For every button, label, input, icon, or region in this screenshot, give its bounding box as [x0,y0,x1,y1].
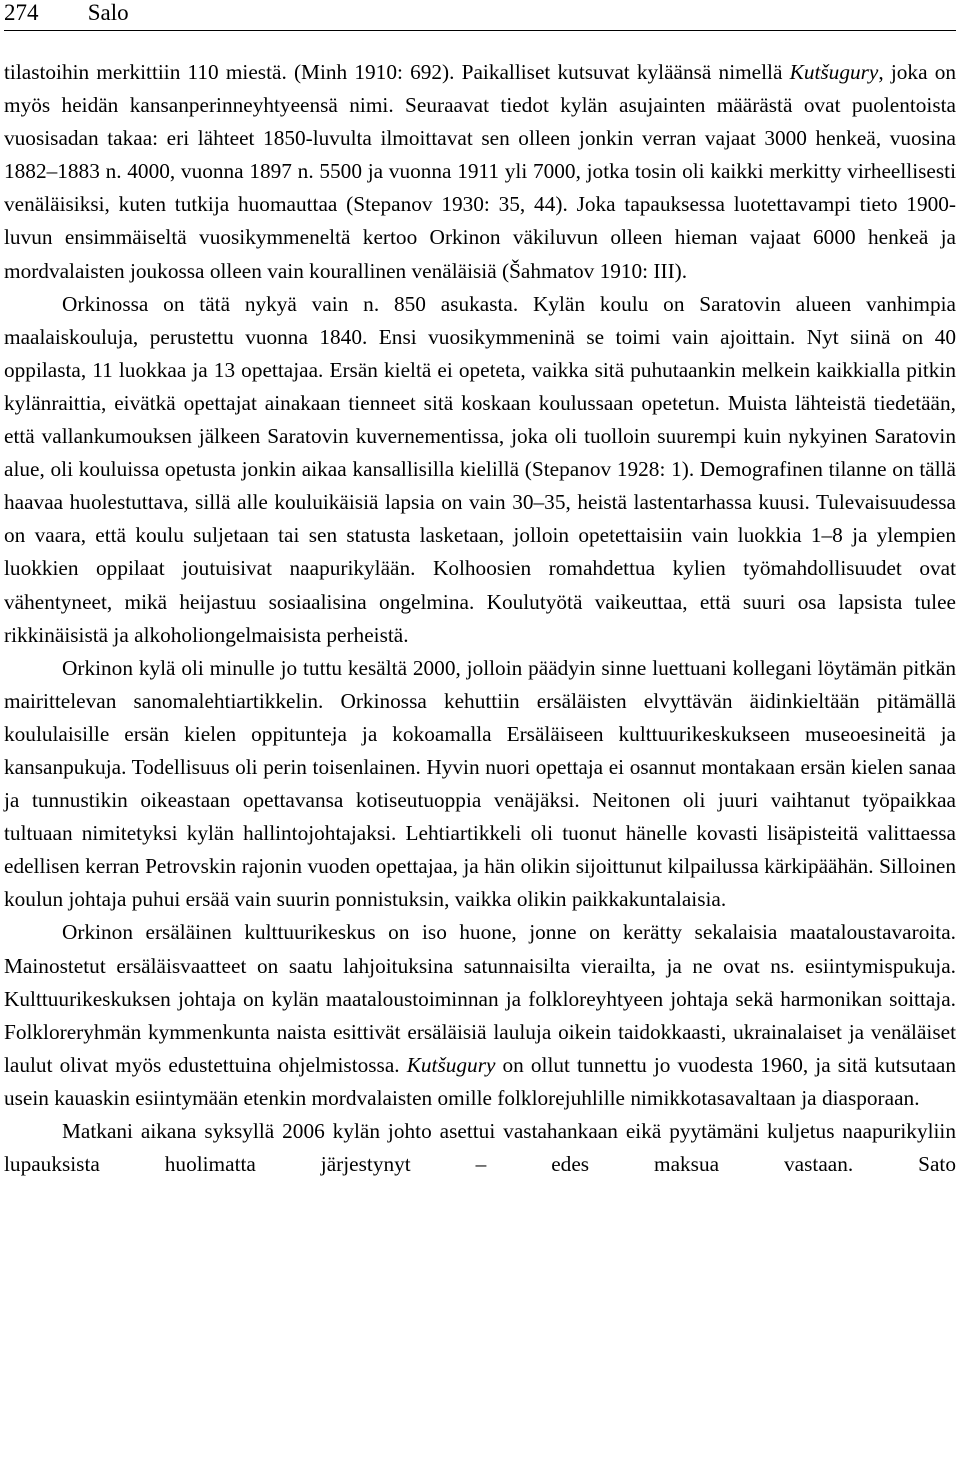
text-run: Orkinossa on tätä nykyä vain n. 850 asukasta. Kylän koulu on Saratovin alueen vanhimpia maalaiskouluja, perustettu vuonna 1840. Ensi vuosikymmeninä se toimi vain ajoittain. Nyt siinä on 40 oppilasta, 11 luokkaa ja 13 opettajaa. Ersän kieltä ei opeteta, vaikka sitä puhutaankin melkein kaikkialla pitkin kylänraittia, eivätkä opettajat ainakaan tienneet sitä koskaan koulussaan opetetun. Muista lähteistä tiedetään, että vallankumouksen jälkeen Saratovin kuvernementissa, joka oli tuolloin suurempi kuin nykyinen Saratovin alue, oli kouluissa opetusta jonkin aikaa kansallisilla kielillä (Stepanov 1928: 1). Demografinen tilanne on tällä haavaa huolestuttava, sillä alle kouluikäisiä lapsia on vain 30–35, heistä lastentarhassa kuusi. Tulevaisuudessa on vaara, että koulu suljetaan tai sen statusta lasketaan, jolloin opetettaisiin vain luokkia 1–8 ja ylempien luokkien oppilaat joutuisivat naapurikylään. Kolhoosien romahdettua kylien työmahdollisuudet ovat vähentyneet, mikä heijastuu sosiaalisina ongelmina. Koulutyötä vaikeuttaa, että suuri osa lapsista tulee rikkinäisistä ja alkoholiongelmaisista perheistä. [4,291,956,647]
paragraph-1 [4,56,956,288]
paragraph-2 [4,288,956,652]
paragraph-4 [4,916,956,1115]
text-run: , joka on myös heidän kansanperinneyhtyeensä nimi. Seuraavat tiedot kylän asujainten määrästä ovat puolentoista vuosisadan takaa: eri lähteet 1850-luvulta ilmoittavat sen olleen jonkin verran vajaat 3000 henkeä, vuosina 1882–1883 n. 4000, vuonna 1897 n. 5500 ja vuonna 1911 yli 7000, jotka tosin oli kaikki merkitty virheellisesti venäläisiksi, kuten tutkija huomauttaa (Stepanov 1930: 35, 44). Joka tapauksessa luotettavampi tieto 1900-luvun ensimmäiseltä vuosikymmeneltä kertoo Orkinon väkiluvun olleen hieman vajaat 6000 henkeä ja mordvalaisten joukossa olleen vain kourallinen venäläisiä (Šahmatov 1910: III). [4,60,957,283]
running-head [4,0,956,31]
body-text [4,56,956,1181]
text-run: tilastoihin merkittiin 110 miestä. (Minh 1910: 692). Paikalliset kutsuvat kyläänsä nimellä [4,60,790,84]
text-run: Orkinon ersäläinen kulttuurikeskus on iso huone, jonne on kerätty sekalaisia maataloustavaroita. Mainostetut ersäläisvaatteet on saatu lahjoituksina satunnaisilta vierailta, ja ne ovat ns. esiintymispukuja. Kulttuurikeskuksen johtaja on kylän maataloustoiminnan ja folkloreyhtyeen johtaja sekä harmonikan soittaja. Folkloreryhmän kymmenkunta naista esittivät ersäläisiä lauluja oikein taidokkaasti, ukrainalaiset ja venäläiset laulut olivat myös edustettuina ohjelmistossa. [4,920,956,1077]
italic-term: Kutšugury [789,60,879,84]
page-number: 274 [4,0,39,25]
paragraph-3 [4,652,956,917]
text-run: on ollut tunnettu jo vuodesta 1960, ja sitä kutsutaan usein kauaskin esiintymään etenkin mordvalaisten omille folklorejuhlille nimikkotasavaltaan ja diasporaan. [4,1052,957,1110]
paragraph-5 [4,1115,956,1181]
text-run: Matkani aikana syksyllä 2006 kylän johto asettui vastahankaan eikä pyytämäni kuljetus naapurikyliin lupauksista huolimatta järjestynyt – edes maksua vastaan. Sato [4,1119,956,1177]
italic-term: Kutšugury [406,1052,496,1077]
text-run: Orkinon kylä oli minulle jo tuttu kesältä 2000, jolloin päädyin sinne luettuani kollegani löytämän pitkän mairittelevan sanomalehtiartikkelin. Orkinossa kehuttiin ersäläisten elvyttävän äidinkieltään pitämällä koululaisille ersän kielen oppitunteja ja kokoamalla Ersäläiseen kulttuurikeskukseen museoesineitä ja kansanpukuja. Todellisuus oli perin toisenlainen. Hyvin nuori opettaja ei osannut montakaan ersän kielen sanaa ja tunnustikin oikeastaan opettavansa kotiseutuoppia venäjäksi. Neitonen oli juuri vaihtanut työpaikkaa tultuaan nimitetyksi kylän hallintojohtajaksi. Lehtiartikkeli oli tuonut hänelle kovasti lisäpisteitä valittaessa edellisen kerran Petrovskin rajonin vuoden opettajaa, ja hän olikin sijoittunut kilpailussa kärkipäähän. Silloinen koulun johtaja puhui ersää vain suurin ponnistuksin, vaikka olikin paikkakuntalaisia. [4,655,956,912]
running-head-author: Salo [87,0,129,25]
